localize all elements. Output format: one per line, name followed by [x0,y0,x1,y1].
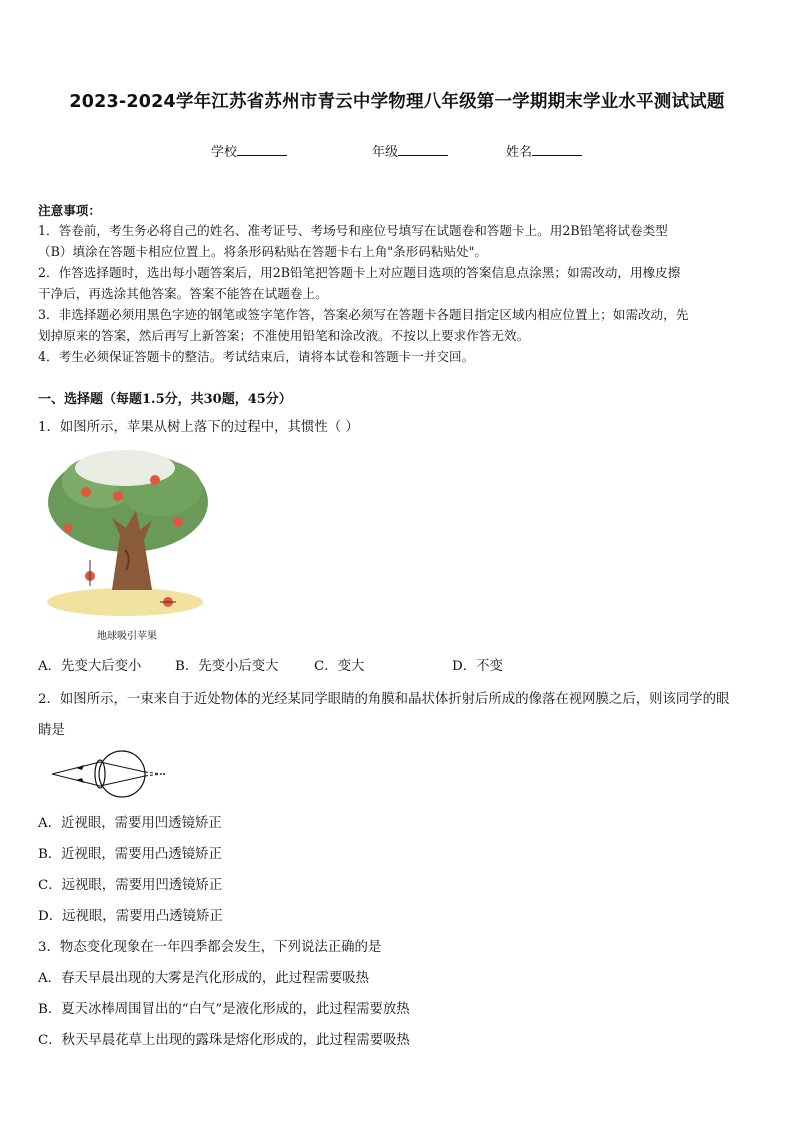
q2-option-c: C．远视眼，需要用凹透镜矫正 [38,878,223,893]
q1-option-a: A．先变大后变小 [38,659,142,674]
q1-option-b: B．先变小后变大 [175,659,279,674]
q2-option-d: D．远视眼，需要用凸透镜矫正 [38,909,223,924]
name-label: 姓名 [506,145,533,160]
notes-line: 4．考生必须保证答题卡的整洁。考试结束后，请将本试卷和答题卡一并交回。 [38,349,475,364]
notes-line: 3．非选择题必须用黑色字迹的钢笔或签字笔作答，答案必须写在答题卡各题目指定区域内相应位置上；如需改动，先 [38,307,689,322]
q1-option-d: D．不变 [452,659,503,674]
q3-option-c: C．秋天早晨花草上出现的露珠是熔化形成的，此过程需要吸热 [38,1033,410,1048]
name-field [506,141,582,160]
name-blank [532,143,582,156]
grade-blank [398,143,448,156]
q2-option-b: B．近视眼，需要用凸透镜矫正 [38,847,222,862]
page-title: 2023-2024学年江苏省苏州市青云中学物理八年级第一学期期末学业水平测试试题 [69,92,725,112]
q2-option-a: A．近视眼，需要用凹透镜矫正 [38,816,222,831]
apple-tree-illustration [40,440,220,625]
notes-line: 2．作答选择题时，选出每小题答案后，用2B铅笔把答题卡上对应题目选项的答案信息点涂黑；如需改动，用橡皮擦 [38,265,681,280]
school-blank [237,143,287,156]
school-label: 学校 [211,145,238,160]
notes-heading: 注意事项： [38,203,101,218]
section-heading: 一、选择题（每题1.5分，共30题，45分） [38,392,292,407]
q3-stem: 3．物态变化现象在一年四季都会发生，下列说法正确的是 [38,940,382,955]
notes-line: 1．答卷前，考生务必将自己的姓名、准考证号、考场号和座位号填写在试题卷和答题卡上。用2B铅笔将试卷类型 [38,223,668,238]
notes-line: （B）填涂在答题卡相应位置上。将条形码粘贴在答题卡右上角"条形码粘贴处"。 [38,244,488,259]
q1-option-c: C．变大 [314,659,365,674]
grade-label: 年级 [372,145,399,160]
q1-stem: 1．如图所示，苹果从树上落下的过程中，其惯性（ ） [38,420,359,435]
grade-field [372,141,448,160]
notes-line: 划掉原来的答案，然后再写上新答案；不准使用铅笔和涂改液。不按以上要求作答无效。 [38,328,530,343]
school-field [211,141,287,160]
q2-stem-cont: 睛是 [38,723,65,738]
q2-stem: 2．如图所示，一束来自于近处物体的光经某同学眼睛的角膜和晶状体折射后所成的像落在视网膜之后，则该同学的眼 [38,692,730,707]
figure-caption: 地球吸引苹果 [97,631,157,642]
q3-option-a: A．春天早晨出现的大雾是汽化形成的，此过程需要吸热 [38,971,370,986]
notes-line: 干净后，再选涂其他答案。答案不能答在试题卷上。 [38,286,328,301]
q3-option-b: B．夏天冰棒周围冒出的“白气”是液化形成的，此过程需要放热 [38,1002,410,1017]
eye-diagram [50,750,175,798]
